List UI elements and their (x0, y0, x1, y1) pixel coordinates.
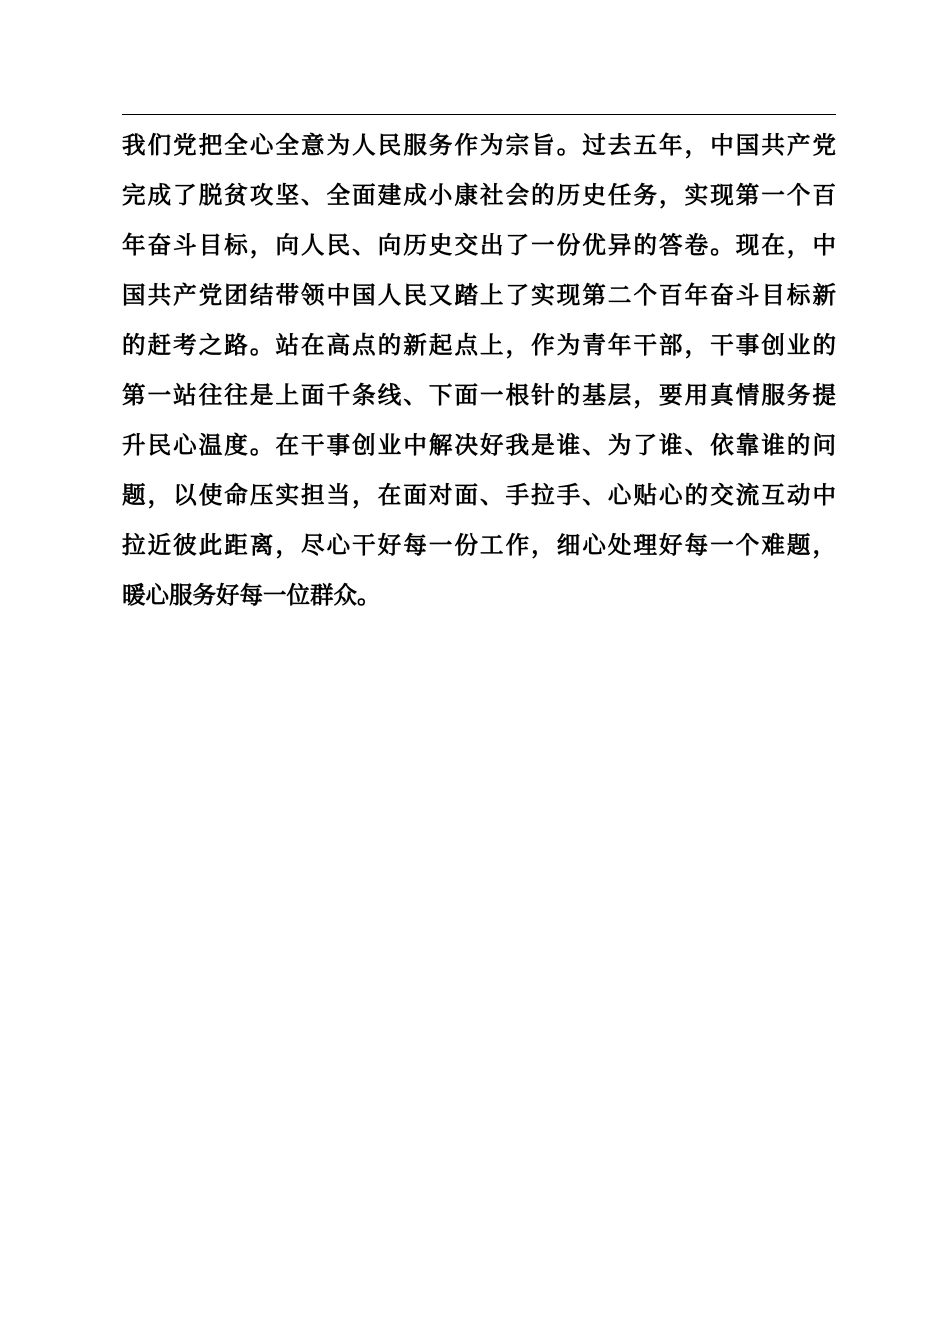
paragraph-line: 的赶考之路。站在高点的新起点上，作为青年干部，干事创业的 (122, 331, 836, 359)
paragraph-line: 国共产党团结带领中国人民又踏上了实现第二个百年奋斗目标新 (122, 281, 836, 309)
paragraph-line: 拉近彼此距离，尽心干好每一份工作，细心处理好每一个难题， (122, 531, 836, 559)
paragraph-line: 我们党把全心全意为人民服务作为宗旨。过去五年，中国共产党 (122, 131, 836, 159)
paragraph-line: 升民心温度。在干事创业中解决好我是谁、为了谁、依靠谁的问 (122, 431, 836, 459)
paragraph-line: 暖心服务好每一位群众。 (122, 581, 381, 609)
paragraph-line: 第一站往往是上面千条线、下面一根针的基层，要用真情服务提 (122, 381, 836, 409)
paragraph-line: 题，以使命压实担当，在面对面、手拉手、心贴心的交流互动中 (122, 481, 836, 509)
body-paragraph (122, 120, 836, 620)
paragraph-line: 完成了脱贫攻坚、全面建成小康社会的历史任务，实现第一个百 (122, 181, 836, 209)
paragraph-line: 年奋斗目标，向人民、向历史交出了一份优异的答卷。现在，中 (122, 231, 836, 259)
header-divider (122, 114, 836, 115)
